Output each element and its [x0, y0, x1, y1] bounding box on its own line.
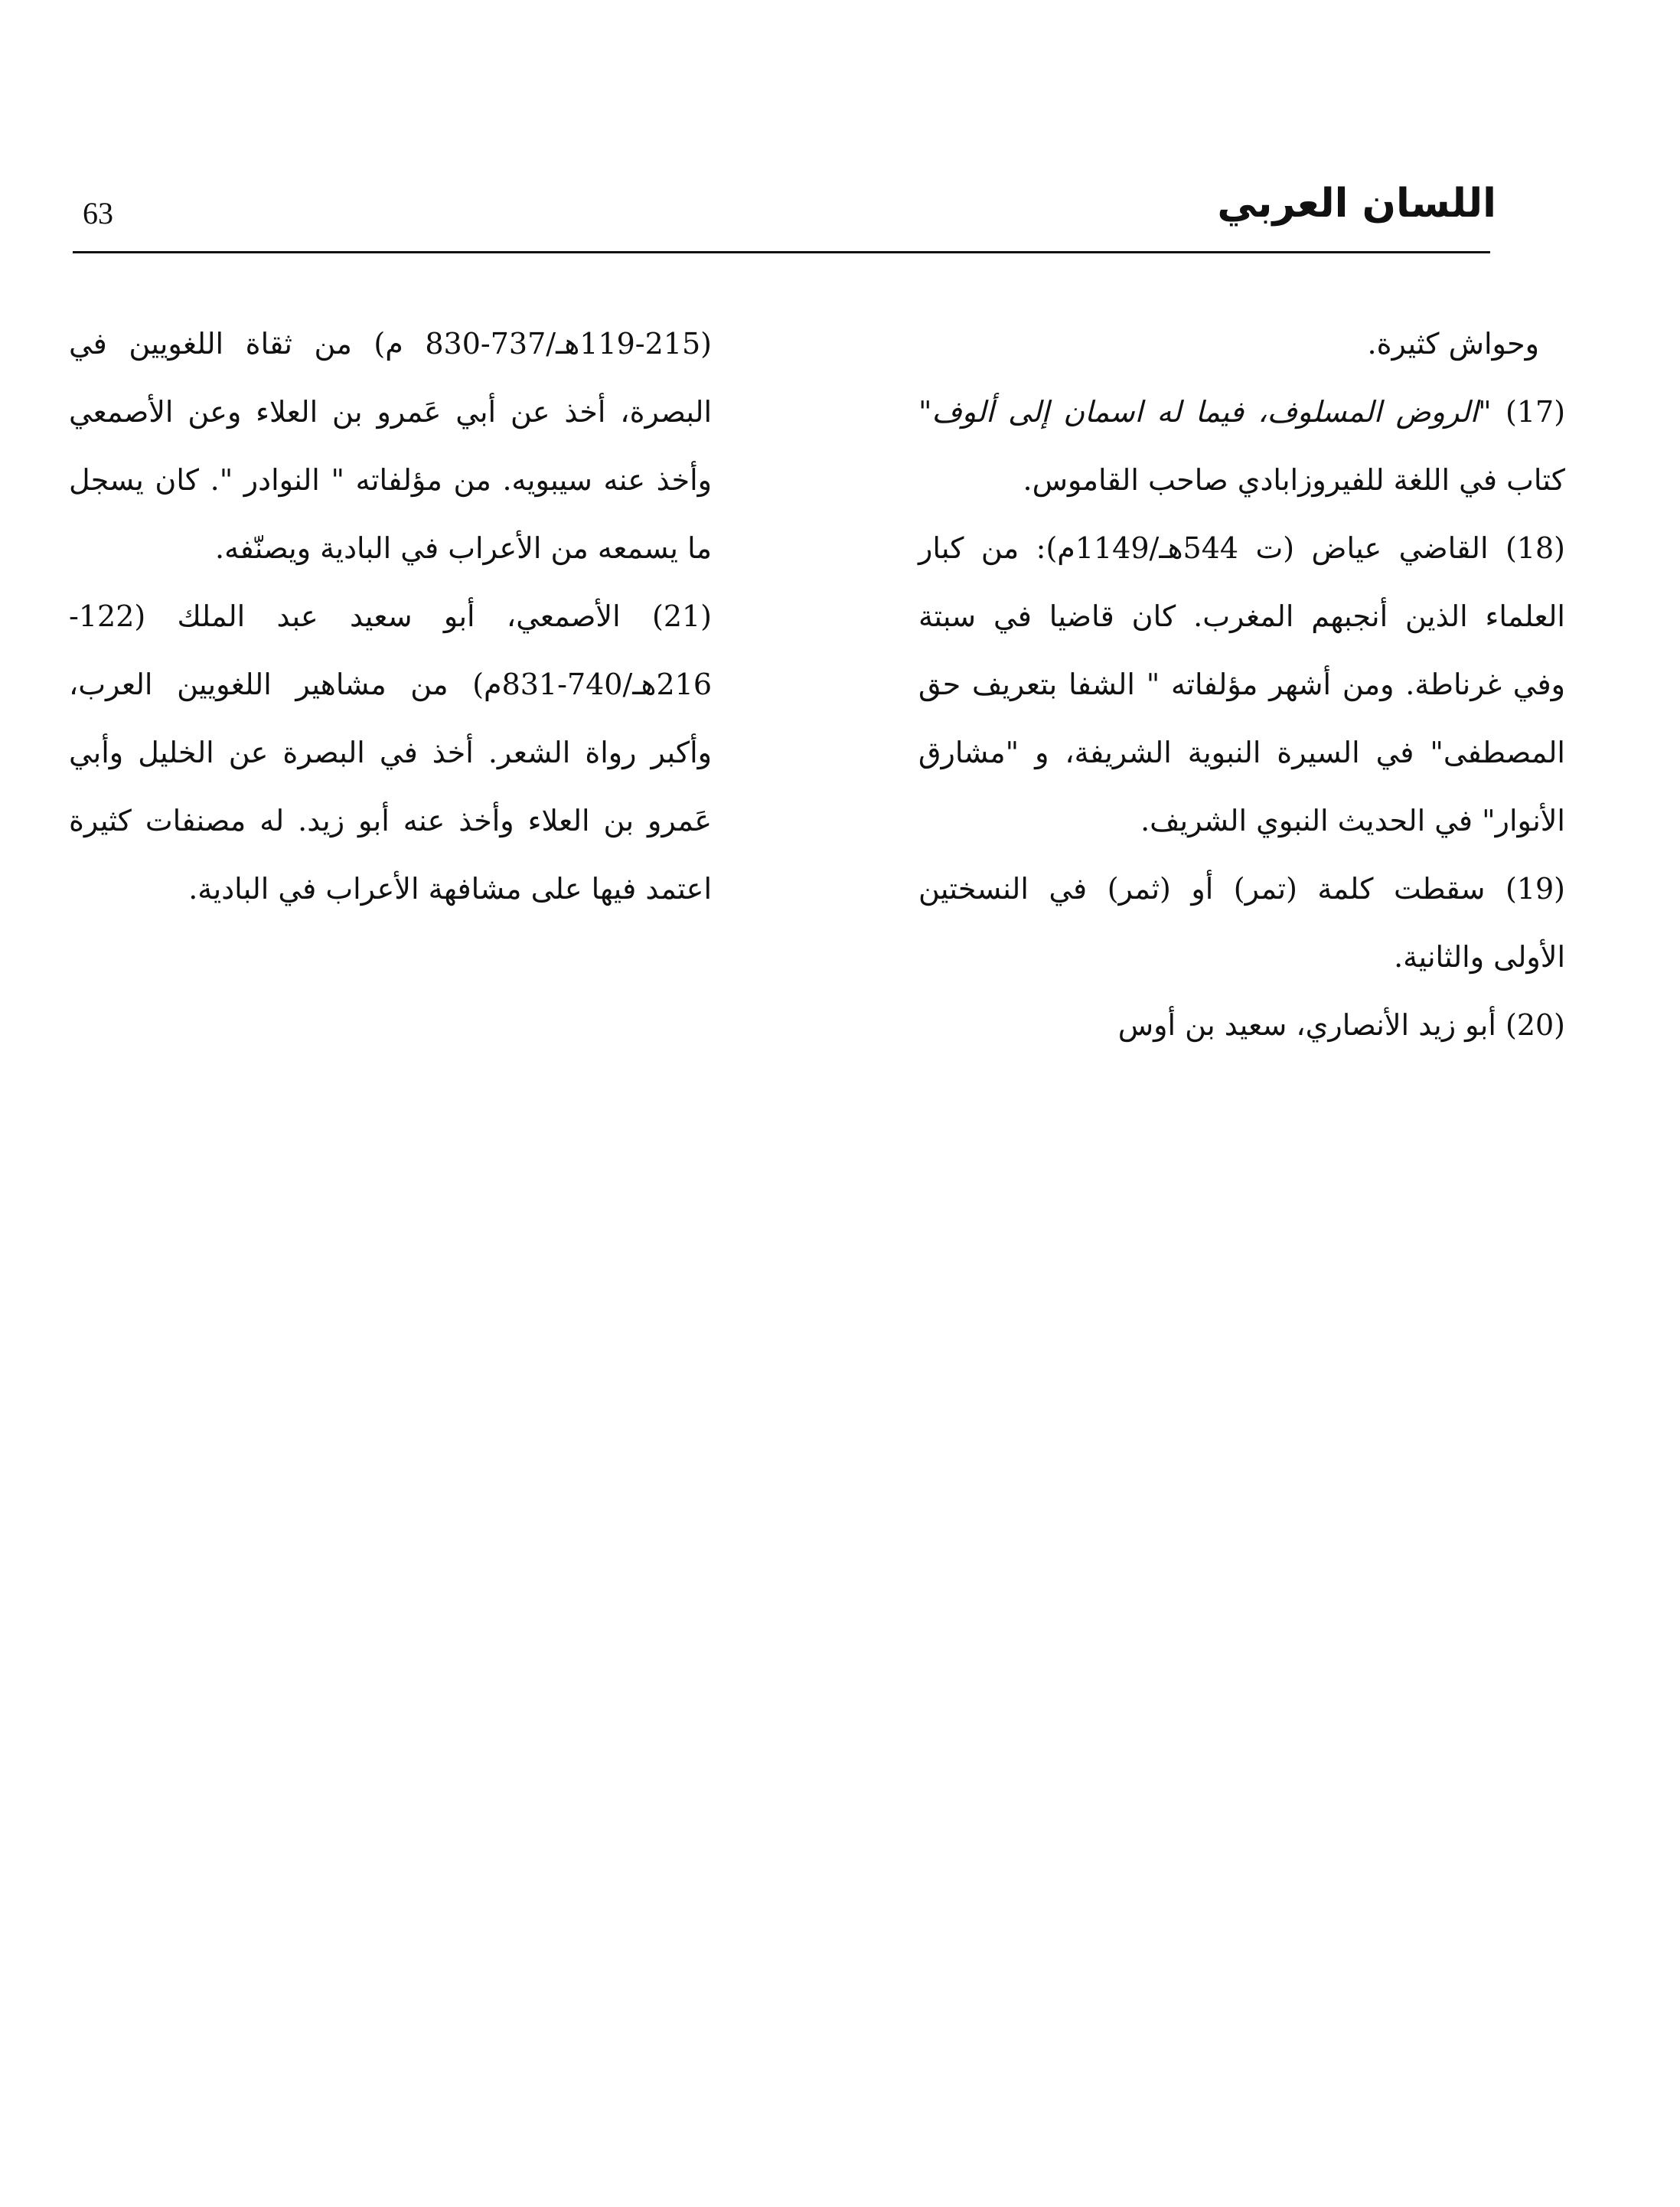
right-column [918, 310, 1565, 1059]
footnote-19: (19) سقطت كلمة (تمر) أو (ثمر) في النسختين الأولى والثانية. [918, 872, 1565, 974]
footnote-21: (21) الأصمعي، أبو سعيد عبد الملك (122-216هـ/740-831م) من مشاهير اللغويين العرب، وأكبر رواة الشعر. أخذ في البصرة عن الخليل وأبي عَمرو بن العلاء وأخذ عنه أبو زيد. له مصنفات كثيرة اعتمد فيها على مشافهة الأعراب في البادية. [69, 599, 712, 906]
footnote-18: (18) القاضي عياض (ت 544هـ/1149م): من كبار العلماء الذين أنجبهم المغرب. كان قاضيا في سبتة وفي غرناطة. ومن أشهر مؤلفاته " الشفا بتعريف حق المصطفى" في السيرة النبوية الشريفة، و "مشارق الأنوار" في الحديث النبوي الشريف. [918, 531, 1565, 837]
left-column [69, 310, 712, 923]
footnote-20-continuation: (119-215هـ/737-830 م) من ثقاة اللغويين في البصرة، أخذ عن أبي عَمرو بن العلاء وعن الأصمعي وأخذ عنه سيبويه. من مؤلفاته " النوادر ". كان يسجل ما يسمعه من الأعراب في البادية ويصنّفه. [69, 327, 712, 565]
page-number: 63 [83, 196, 113, 230]
footnote-17-book-title: الروض المسلوف، فيما له اسمان إلى ألوف [931, 395, 1479, 429]
footnote-17: (17) "الروض المسلوف، فيما له اسمان إلى ألوف" كتاب في اللغة للفيروزابادي صاحب القاموس. [918, 395, 1566, 497]
header-rule [73, 251, 1490, 253]
journal-title: اللسان العربي [1217, 181, 1496, 227]
footnote-16-continuation: وحواش كثيرة. [1367, 327, 1539, 361]
footnote-20: (20) أبو زيد الأنصاري، سعيد بن أوس [1117, 1008, 1565, 1042]
footnote-17-text: كتاب في اللغة للفيروزابادي صاحب القاموس. [1023, 463, 1565, 497]
footnote-17-number: (17) [1505, 395, 1566, 429]
